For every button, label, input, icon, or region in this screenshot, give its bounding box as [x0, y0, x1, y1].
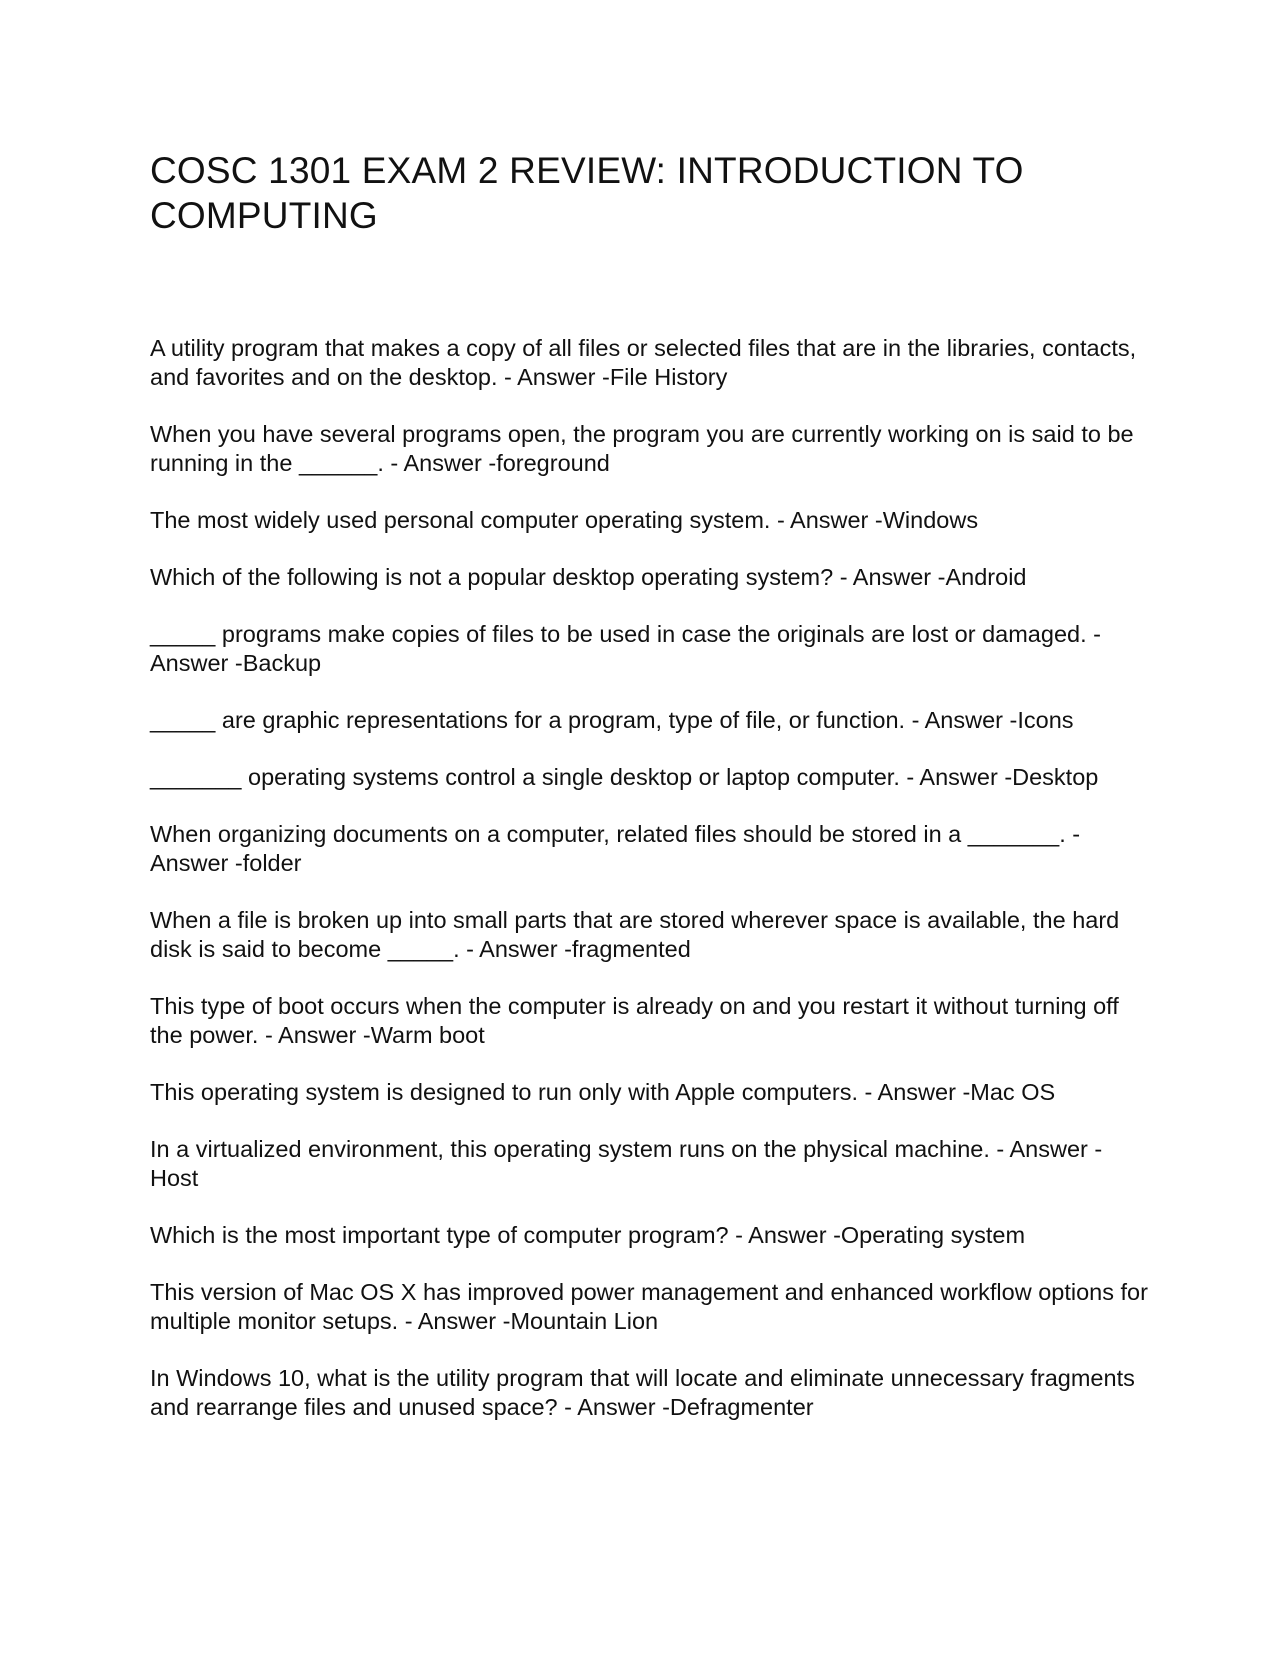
qa-item: _______ operating systems control a single desktop or laptop computer. - Answer -Desktop [150, 764, 1099, 790]
qa-item: _____ are graphic representations for a program, type of file, or function. - Answer -Icons [150, 707, 1074, 733]
qa-item: A utility program that makes a copy of all files or selected files that are in the libraries, contacts, and favorites and on the desktop. - Answer -File History [150, 335, 1137, 390]
qa-list [150, 334, 1150, 1422]
qa-item: This version of Mac OS X has improved power management and enhanced workflow options for multiple monitor setups. - Answer -Mountain Lion [150, 1279, 1148, 1334]
qa-item: In a virtualized environment, this operating system runs on the physical machine. - Answer -Host [150, 1136, 1103, 1191]
qa-item: This operating system is designed to run only with Apple computers. - Answer -Mac OS [150, 1079, 1056, 1105]
qa-item: The most widely used personal computer operating system. - Answer -Windows [150, 507, 979, 533]
qa-item: When a file is broken up into small parts that are stored wherever space is available, the hard disk is said to become _____. - Answer -fragmented [150, 907, 1120, 962]
qa-item: Which of the following is not a popular desktop operating system? - Answer -Android [150, 564, 1027, 590]
qa-item: This type of boot occurs when the computer is already on and you restart it without turning off the power. - Answer -Warm boot [150, 993, 1119, 1048]
qa-item: When you have several programs open, the program you are currently working on is said to be running in the ______. - Answer -foreground [150, 421, 1134, 476]
document-page [150, 148, 1150, 1450]
qa-item: In Windows 10, what is the utility program that will locate and eliminate unnecessary fragments and rearrange files and unused space? - Answer -Defragmenter [150, 1365, 1135, 1420]
page-title: COSC 1301 EXAM 2 REVIEW: INTRODUCTION TO COMPUTING [150, 150, 1024, 236]
qa-item: When organizing documents on a computer, related files should be stored in a _______. - Answer -folder [150, 821, 1081, 876]
qa-item: _____ programs make copies of files to be used in case the originals are lost or damaged. - Answer -Backup [150, 621, 1101, 676]
qa-item: Which is the most important type of computer program? - Answer -Operating system [150, 1222, 1026, 1248]
